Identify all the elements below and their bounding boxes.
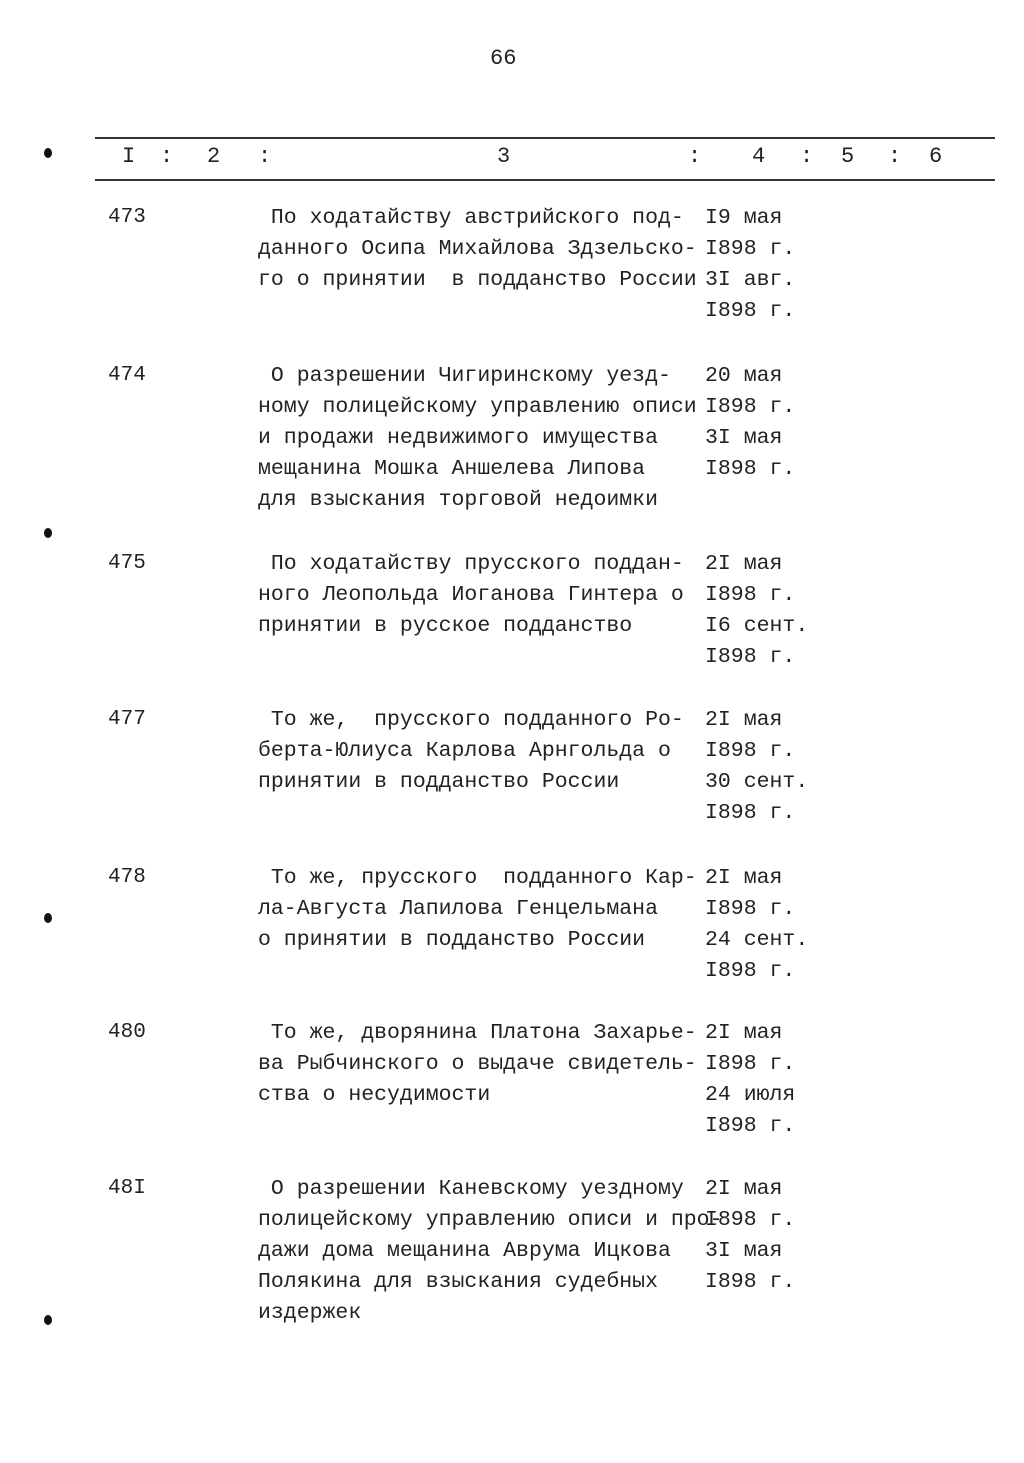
date-line: I898 г. bbox=[705, 1052, 796, 1076]
description-line: По ходатайству прусского поддан- bbox=[258, 552, 684, 576]
date-line: 2I мая bbox=[705, 552, 783, 576]
description-line: О разрешении Чигиринскому уезд- bbox=[258, 364, 671, 388]
date-line: I898 г. bbox=[705, 1114, 796, 1138]
entry-number: 48I bbox=[108, 1177, 146, 1200]
date-line: I898 г. bbox=[705, 583, 796, 607]
description-line: для взыскания торговой недоимки bbox=[258, 488, 658, 512]
description-line: принятии в подданство России bbox=[258, 770, 620, 794]
date-line: I9 мая bbox=[705, 206, 783, 230]
header-sep: : bbox=[888, 144, 902, 169]
date-line: 30 сент. bbox=[705, 770, 809, 794]
description-line: о принятии в подданство России bbox=[258, 928, 646, 952]
description-line: полицейскому управлению описи и про- bbox=[258, 1208, 723, 1232]
punch-hole-mark bbox=[44, 1315, 52, 1325]
date-line: 2I мая bbox=[705, 1021, 783, 1045]
punch-hole-mark bbox=[44, 528, 52, 538]
description-line: По ходатайству австрийского под- bbox=[258, 206, 684, 230]
date-line: 24 июля bbox=[705, 1083, 796, 1107]
date-line: I898 г. bbox=[705, 801, 796, 825]
header-sep: : bbox=[258, 144, 272, 169]
page-number: 66 bbox=[490, 46, 517, 71]
date-line: I6 сент. bbox=[705, 614, 809, 638]
description-line: берта-Юлиуса Карлова Арнгольда о bbox=[258, 739, 671, 763]
date-line: 3I мая bbox=[705, 1239, 783, 1263]
punch-hole-mark bbox=[44, 913, 52, 923]
description-line: ному полицейскому управлению описи bbox=[258, 395, 697, 419]
header-sep: : bbox=[160, 144, 174, 169]
description-line: ла-Августа Лапилова Генцельмана bbox=[258, 897, 658, 921]
entry-number: 480 bbox=[108, 1021, 146, 1044]
date-line: I898 г. bbox=[705, 645, 796, 669]
description-line: го о принятии в подданство России bbox=[258, 268, 697, 292]
date-line: I898 г. bbox=[705, 395, 796, 419]
entry-number: 477 bbox=[108, 708, 146, 731]
description-line: принятии в русское подданство bbox=[258, 614, 633, 638]
description-line: ства о несудимости bbox=[258, 1083, 491, 1107]
header-top-rule bbox=[95, 137, 995, 139]
description-line: ва Рыбчинского о выдаче свидетель- bbox=[258, 1052, 697, 1076]
date-line: 3I авг. bbox=[705, 268, 796, 292]
date-line: I898 г. bbox=[705, 237, 796, 261]
header-col-5: 5 bbox=[841, 144, 855, 169]
date-line: 24 сент. bbox=[705, 928, 809, 952]
description-line: данного Осипа Михайлова Здзельско- bbox=[258, 237, 697, 261]
header-col-4: 4 bbox=[752, 144, 766, 169]
header-col-6: 6 bbox=[929, 144, 943, 169]
entry-number: 474 bbox=[108, 364, 146, 387]
description-line: издержек bbox=[258, 1301, 362, 1325]
description-line: ного Леопольда Иоганова Гинтера о bbox=[258, 583, 684, 607]
description-line: То же, прусского подданного Ро- bbox=[258, 708, 684, 732]
header-col-2: 2 bbox=[207, 144, 221, 169]
date-line: I898 г. bbox=[705, 457, 796, 481]
date-line: I898 г. bbox=[705, 897, 796, 921]
date-line: 20 мая bbox=[705, 364, 783, 388]
punch-hole-mark bbox=[44, 148, 52, 158]
date-line: I898 г. bbox=[705, 1270, 796, 1294]
entry-number: 478 bbox=[108, 866, 146, 889]
date-line: 2I мая bbox=[705, 708, 783, 732]
header-sep: : bbox=[688, 144, 702, 169]
description-line: О разрешении Каневскому уездному bbox=[258, 1177, 684, 1201]
entry-number: 475 bbox=[108, 552, 146, 575]
date-line: 2I мая bbox=[705, 866, 783, 890]
description-line: дажи дома мещанина Аврума Ицкова bbox=[258, 1239, 671, 1263]
description-line: То же, прусского подданного Кар- bbox=[258, 866, 697, 890]
date-line: I898 г. bbox=[705, 299, 796, 323]
description-line: мещанина Мошка Аншелева Липова bbox=[258, 457, 646, 481]
date-line: I898 г. bbox=[705, 959, 796, 983]
date-line: 2I мая bbox=[705, 1177, 783, 1201]
date-line: 3I мая bbox=[705, 426, 783, 450]
header-sep: : bbox=[800, 144, 814, 169]
header-bottom-rule bbox=[95, 179, 995, 181]
description-line: Полякина для взыскания судебных bbox=[258, 1270, 658, 1294]
header-col-1: I bbox=[122, 144, 136, 169]
description-line: и продажи недвижимого имущества bbox=[258, 426, 658, 450]
table-header bbox=[95, 144, 995, 174]
entry-number: 473 bbox=[108, 206, 146, 229]
date-line: I898 г. bbox=[705, 739, 796, 763]
description-line: То же, дворянина Платона Захарье- bbox=[258, 1021, 697, 1045]
header-col-3: 3 bbox=[497, 144, 511, 169]
date-line: I898 г. bbox=[705, 1208, 796, 1232]
